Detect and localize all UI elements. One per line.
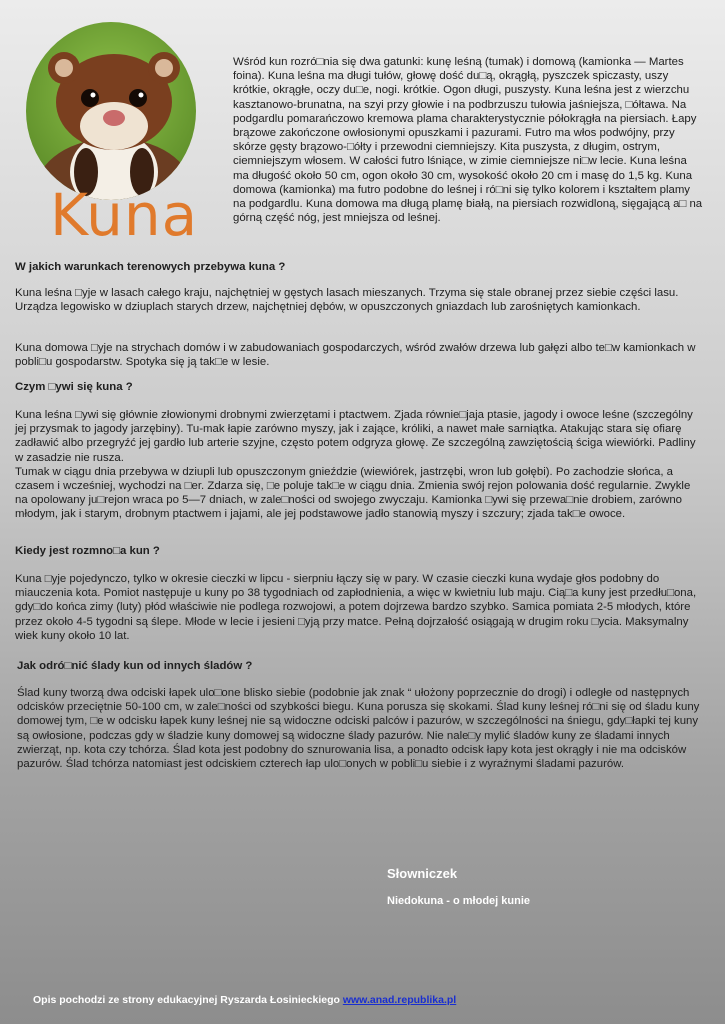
question-tracks: Jak odró□nić ślady kun od innych śladów ?: [17, 660, 253, 672]
paragraph-reproduction: Kuna □yje pojedynczo, tylko w okresie cieczki w lipcu - sierpniu łączy się w pary. W czasie cieczki kuna wydaje głos podobny do miauczenia kota. Pomiot następuje u kuny po 38 tygodniach od zapłodnienia, a więc w kwietniu lub maju. Cią□a kuny jest przedłu□ona, gdy□do końca zimy (luty) płód właściwie nie podlega rozwojowi, a potem dojrzewa bardzo szybko. Samica pomiata 2-5 młodych, które przez około 4-5 tygodni są ślepe. Młode w lecie i jesieni □yją przy matce. Pełną dojrzałość osiągają w drugim roku □ycia. Maksymalny wiek kuny około 10 lat.: [15, 573, 697, 642]
question-habitat: W jakich warunkach terenowych przebywa kuna ?: [15, 261, 286, 273]
question-diet: Czym □ywi się kuna ?: [15, 381, 133, 393]
paragraph-tracks: Ślad kuny tworzą dwa odciski łapek ulo□one blisko siebie (podobnie jak znak “ ułożony poprzecznie do drogi) i odległe od następnych odcisków przeciętnie 50-100 cm, w zale□ności od szybkości biegu. Kuna porusza się skokami. Ślad kuny leśnej ró□ni się od śladu kuny domowej tym, □e w odcisku łapek kuny leśnej nie są widoczne odciski palców i pazurów, w szczególności na śniegu, gdy□łapki tej kuny są owłosione, podczas gdy w śladzie kuny domowej są widoczne ślady pazurów. Nie nale□y mylić śladów kuny ze śladami innych zwierząt, np. kota czy tchórza. Ślad kota jest podobny do sznurowania lisa, a ponadto odcisk łapy kota jest okrągły i nie ma odcisków pazurów. Ślad tchórza natomiast jest odciskiem czterech łap ulo□onych w pobli□u siebie i z wyraźnymi śladami pazurów.: [17, 687, 700, 771]
paragraph-habitat-home: Kuna domowa □yje na strychach domów i w zabudowaniach gospodarczych, wśród zwałów drzewa lub gałęzi albo te□w kamionkach w pobli□u gospodarstw. Spotyka się ją tak□e w lesie.: [15, 342, 696, 369]
source-link[interactable]: www.anad.republika.pl: [342, 994, 457, 1006]
question-reproduction: Kiedy jest rozmno□a kun ?: [15, 545, 160, 557]
page-title: Kuna: [50, 181, 199, 249]
glossary-item: Niedokuna - o młodej kunie: [387, 895, 531, 907]
marten-photo: [26, 22, 196, 200]
intro-paragraph: Wśród kun rozró□nia się dwa gatunki: kunę leśną (tumak) i domową (kamionka — Martes foina). Kuna leśna ma długi tułów, głowę dość du□ą, okrągłą, pyszczek spiczasty, uszy krótkie, okrągłe, oczy du□e, nogi. krótkie. Ogon długi, puszysty. Kuna leśna jest z wierzchu kasztanowo-brunatna, na szyi przy głowie i na podbrzuszu tułowia jaśniejsza, □ółtawa. Na podgardlu pomarańczowo kremowa plama charakterystycznie półokrągła na piersiach. Łapy brązowe zakończone owłosionymi opuszkami i pazurami. Futro ma włos podwójny, przy skórze gęsty brązowo-□ółty i przewodni ciemniejszy. Kita puszysta, z długim, ostrym, ciemniejszym włosem. W całości futro lśniące, w zimie ciemniejsze ni□w lecie. Kuna leśna ma długość około 50 cm, ogon około 30 cm, wysokość około 20 cm i masę do 1,5 kg. Kuna domowa (kamionka) ma futro podobne do leśnej i ró□ni się tylko kolorem i kształtem plamy na podgardlu. Kuna domowa ma długą plamę białą, na piersiach rozwidloną, sięgającą a□ na górną część nóg, jest mniejsza od leśnej.: [233, 56, 703, 225]
source-footer: [33, 994, 456, 1006]
footer-text: Opis pochodzi ze strony edukacyjnej Ryszarda Łosinieckiego: [33, 994, 343, 1006]
glossary-title: Słowniczek: [387, 866, 458, 881]
paragraph-habitat-forest: Kuna leśna □yje w lasach całego kraju, najchętniej w gęstych lasach mieszanych. Trzyma się stale obranej przez siebie części lasu. Urządza legowisko w dziuplach starych drzew, najchętniej dębów, w opuszczonych gniazdach lub zarośniętych kamionkach.: [15, 287, 679, 314]
paragraph-diet: Kuna leśna □ywi się głównie złowionymi drobnymi zwierzętami i ptactwem. Zjada równie□jaja ptasie, jagody i owoce leśne (szczególny jej przysmak to jagody jarzębiny). Tu-mak łapie zarówno myszy, jak i zające, króliki, a nawet małe sarniątka. Atakując stara się ofiarę zadławić albo przegryźć jej gardło lub arterie szyjne, często potem odgryza głowę. Ze szczególną zawziętością ściga wiewiórki. Padliny w zasadzie nie rusza. Tumak w ciągu dnia przebywa w dziupli lub opuszczonym gnieździe (wiewiórek, jastrzębi, wron lub gołębi). Po zachodzie słońca, a czasem i wcześniej, wychodzi na □er. Zdarza się, □e poluje tak□e w ciągu dnia. Zmienia swój rejon polowania dość regularnie. Zwykle na opolowany ju□rejon wraca po 5—7 dniach, w zale□ności od swojego zwyczaju. Kamionka □ywi się przewa□nie drobiem, zarówno młodym, jak i starym, drobnym ptactwem i jajami, ale jej podstawowe jadło stanowią myszy i szczury; zjada tak□e owoce.: [15, 409, 696, 521]
